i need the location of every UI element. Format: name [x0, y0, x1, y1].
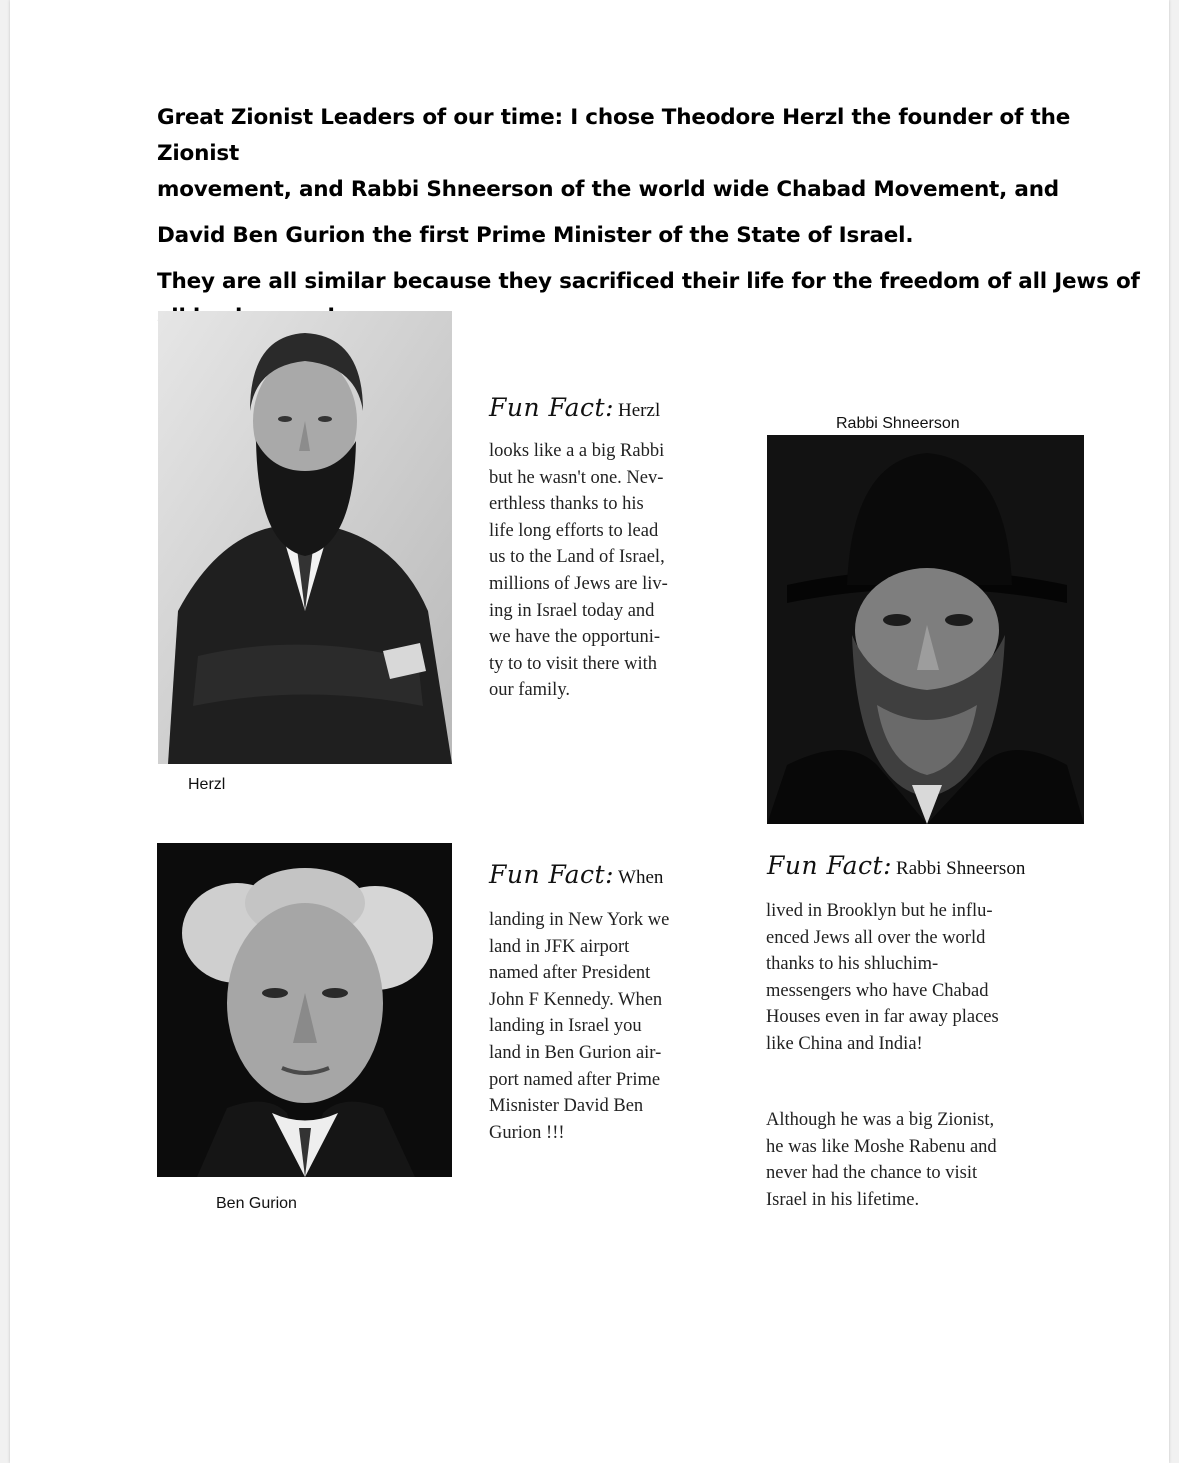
fact-line: John F Kennedy. When: [489, 989, 663, 1010]
fact-line: but he wasn't one. Nev-: [489, 467, 664, 488]
fact-line: we have the opportuni-: [489, 627, 661, 648]
fun-fact-label: Fun Fact:: [489, 393, 615, 422]
fun-fact-label: Fun Fact:: [489, 860, 615, 889]
fact-line: ing in Israel today and: [489, 600, 655, 621]
fact-line: never had the chance to visit: [766, 1163, 978, 1184]
herzl-caption: Herzl: [188, 776, 226, 793]
portrait-photo-icon: [157, 843, 452, 1177]
shneerson-fact-body: [766, 898, 999, 1058]
fact-line: landing in New York we: [489, 910, 670, 930]
shneerson-photo: [767, 435, 1084, 824]
fact-line: land in JFK airport: [489, 936, 630, 957]
fun-fact-lead: Herzl: [618, 400, 661, 421]
fun-fact-label: Fun Fact:: [767, 851, 893, 880]
fact-line: messengers who have Chabad: [766, 980, 989, 1001]
fact-line: enced Jews all over the world: [766, 927, 986, 948]
intro-text: [157, 100, 1142, 336]
fact-line: thanks to his shluchim-: [766, 954, 939, 975]
fact-line: like China and India!: [766, 1033, 923, 1054]
fact-line: Gurion !!!: [489, 1122, 565, 1143]
fact-line: Houses even in far away places: [766, 1007, 999, 1028]
document-page: [10, 0, 1169, 1463]
shneerson-fact-extra: [766, 1107, 997, 1213]
fact-line: landing in Israel you: [489, 1016, 642, 1037]
herzl-photo: [158, 311, 452, 764]
fact-line: Israel in his lifetime.: [766, 1189, 920, 1210]
intro-line: David Ben Gurion the first Prime Minister of the State of Israel.: [157, 223, 914, 248]
fact-line: lived in Brooklyn but he influ-: [766, 901, 993, 921]
fact-line: named after President: [489, 963, 651, 984]
bengurion-caption: Ben Gurion: [216, 1195, 297, 1212]
fact-line: Although he was a big Zionist,: [766, 1110, 995, 1130]
fun-fact-lead: Rabbi Shneerson: [896, 858, 1026, 879]
bengurion-fact-heading: [489, 860, 663, 889]
fun-fact-lead: When: [618, 867, 664, 888]
shneerson-fact-heading: [767, 851, 1025, 880]
intro-line: Great Zionist Leaders of our time: I chose Theodore Herzl the founder of the Zionist: [157, 105, 1071, 166]
fact-line: millions of Jews are liv-: [489, 573, 668, 594]
fact-line: port named after Prime: [489, 1069, 661, 1090]
fact-line: our family.: [489, 680, 571, 701]
bengurion-fact-body: [489, 907, 669, 1146]
bengurion-photo: [157, 843, 452, 1177]
fact-line: life long efforts to lead: [489, 520, 659, 541]
intro-line: movement, and Rabbi Shneerson of the world wide Chabad Movement, and: [157, 177, 1059, 202]
portrait-photo-icon: [767, 435, 1084, 824]
fact-line: looks like a a big Rabbi: [489, 441, 665, 461]
herzl-fact-heading: [489, 393, 660, 422]
herzl-fact-body: [489, 438, 668, 704]
fact-line: erthless thanks to his: [489, 494, 644, 515]
fact-line: he was like Moshe Rabenu and: [766, 1136, 997, 1157]
fact-line: land in Ben Gurion air-: [489, 1042, 662, 1063]
portrait-photo-icon: [158, 311, 452, 764]
fact-line: Misnister David Ben: [489, 1096, 644, 1117]
fact-line: us to the Land of Israel,: [489, 547, 665, 568]
fact-line: ty to to visit there with: [489, 653, 658, 674]
intro-line: They are all similar because they sacrificed their life for the freedom of all Jews of: [157, 269, 1140, 294]
shneerson-caption: Rabbi Shneerson: [836, 415, 960, 432]
